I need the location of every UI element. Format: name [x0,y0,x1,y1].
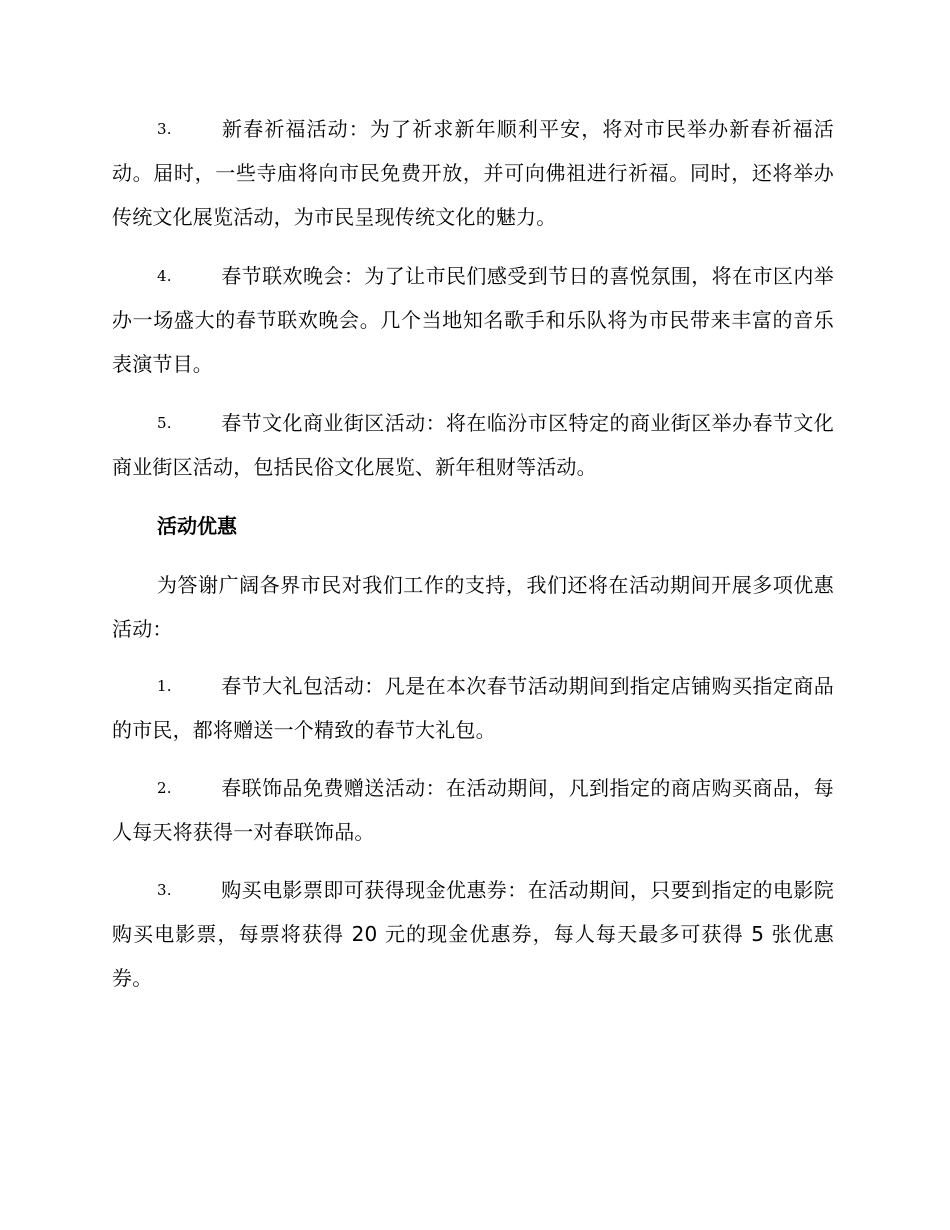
list-item-text: 春节大礼包活动：凡是在本次春节活动期间到指定店铺购买指定商品的市民，都将赠送一个精致的春节大礼包。 [112,674,834,742]
list-item [112,664,834,752]
list-item-number: 3. [157,881,172,899]
list-item-number: 1. [157,677,172,695]
list-item-number: 5. [157,414,172,432]
list-item-number: 3. [157,120,172,138]
list-item [112,254,834,386]
list-item-text: 春节文化商业街区活动：将在临汾市区特定的商业街区举办春节文化商业街区活动，包括民俗文化展览、新年租财等活动。 [112,411,834,479]
list-item [112,766,834,854]
list-item-text: 新春祈福活动：为了祈求新年顺利平安，将对市民举办新春祈福活动。届时，一些寺庙将向市民免费开放，并可向佛祖进行祈福。同时，还将举办传统文化展览活动，为市民呈现传统文化的魅力。 [112,117,834,229]
list-item-text: 春联饰品免费赠送活动：在活动期间，凡到指定的商店购买商品，每人每天将获得一对春联饰品。 [112,776,834,844]
list-item [112,868,834,1000]
section-heading: 活动优惠 [157,514,237,538]
list-item-number: 2. [157,779,172,797]
list-item [112,401,834,489]
section-intro: 为答谢广阔各界市民对我们工作的支持，我们还将在活动期间开展多项优惠活动： [112,573,834,641]
list-item [112,107,834,239]
list-item-text: 购买电影票即可获得现金优惠券：在活动期间，只要到指定的电影院购买电影票，每票将获得 20 元的现金优惠券，每人每天最多可获得 5 张优惠券。 [112,878,834,990]
list-item-number: 4. [157,267,172,285]
list-item-text: 春节联欢晚会：为了让市民们感受到节日的喜悦氛围，将在市区内举办一场盛大的春节联欢晚会。几个当地知名歌手和乐队将为市民带来丰富的音乐表演节目。 [112,264,834,376]
